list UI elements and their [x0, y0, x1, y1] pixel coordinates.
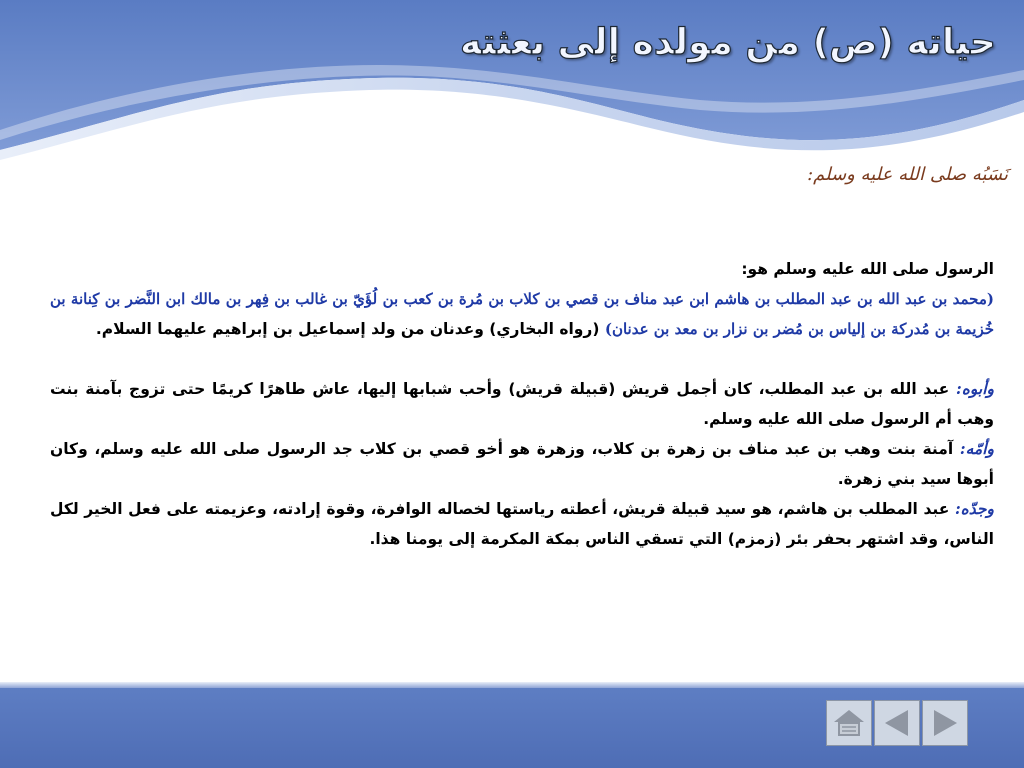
left-arrow-icon — [882, 708, 912, 738]
slide-content — [50, 254, 994, 554]
slide-title: حياته (ص) من مولده إلى بعثته — [460, 22, 996, 63]
home-icon — [832, 708, 866, 738]
father-paragraph — [50, 374, 994, 434]
grandfather-label: وجدّه: — [954, 499, 994, 518]
lineage-subtitle: نَسَبُه صلى الله عليه وسلم: — [807, 164, 1008, 185]
mother-text: آمنة بنت وهب بن عبد مناف بن زهرة بن كلاب، وزهرة هو أخو قصي بن كلاب جد الرسول صلى الله عليه وسلم، وكان أبوها سيد بني زهرة. — [50, 440, 994, 488]
lineage-chain: (محمد بن عبد الله بن عبد المطلب بن هاشم ابن عبد مناف بن قصي بن كلاب بن مُرة بن كعب بن لُؤَيّ بن غالب بن فِهر بن مالك ابن النَّضر بن كِنانة بن خُزيمة بن مُدركة بن إلياس بن مُضر بن نزار بن معد بن عدنان) — [50, 290, 994, 338]
home-button[interactable] — [826, 700, 872, 746]
next-slide-button[interactable] — [922, 700, 968, 746]
mother-label: وأمّه: — [959, 439, 994, 458]
grandfather-paragraph — [50, 494, 994, 554]
father-text: عبد الله بن عبد المطلب، كان أجمل قريش (قبيلة قريش) وأحب شبابها إليها، عاش طاهرًا كريمًا حتى تزوج بآمنة بنت وهب أم الرسول صلى الله عليه وسلم. — [50, 380, 994, 428]
previous-slide-button[interactable] — [874, 700, 920, 746]
grandfather-text: عبد المطلب بن هاشم، هو سيد قبيلة قريش، أعطته رياستها لخصاله الوافرة، وقوة إرادته، وعزيمته على فعل الخير لكل الناس، وقد اشتهر بحفر بئر (زمزم) التي تسقي الناس بمكة المكرمة إلى يومنا هذا. — [50, 500, 994, 548]
mother-paragraph — [50, 434, 994, 494]
lineage-intro: الرسول صلى الله عليه وسلم هو: — [741, 260, 994, 278]
father-label: وأبوه: — [956, 379, 994, 398]
lineage-source: (رواه البخاري) وعدنان من ولد إسماعيل بن إبراهيم عليهما السلام. — [95, 320, 600, 338]
lineage-paragraph — [50, 284, 994, 344]
right-arrow-icon — [930, 708, 960, 738]
slide-navigation — [826, 700, 968, 746]
